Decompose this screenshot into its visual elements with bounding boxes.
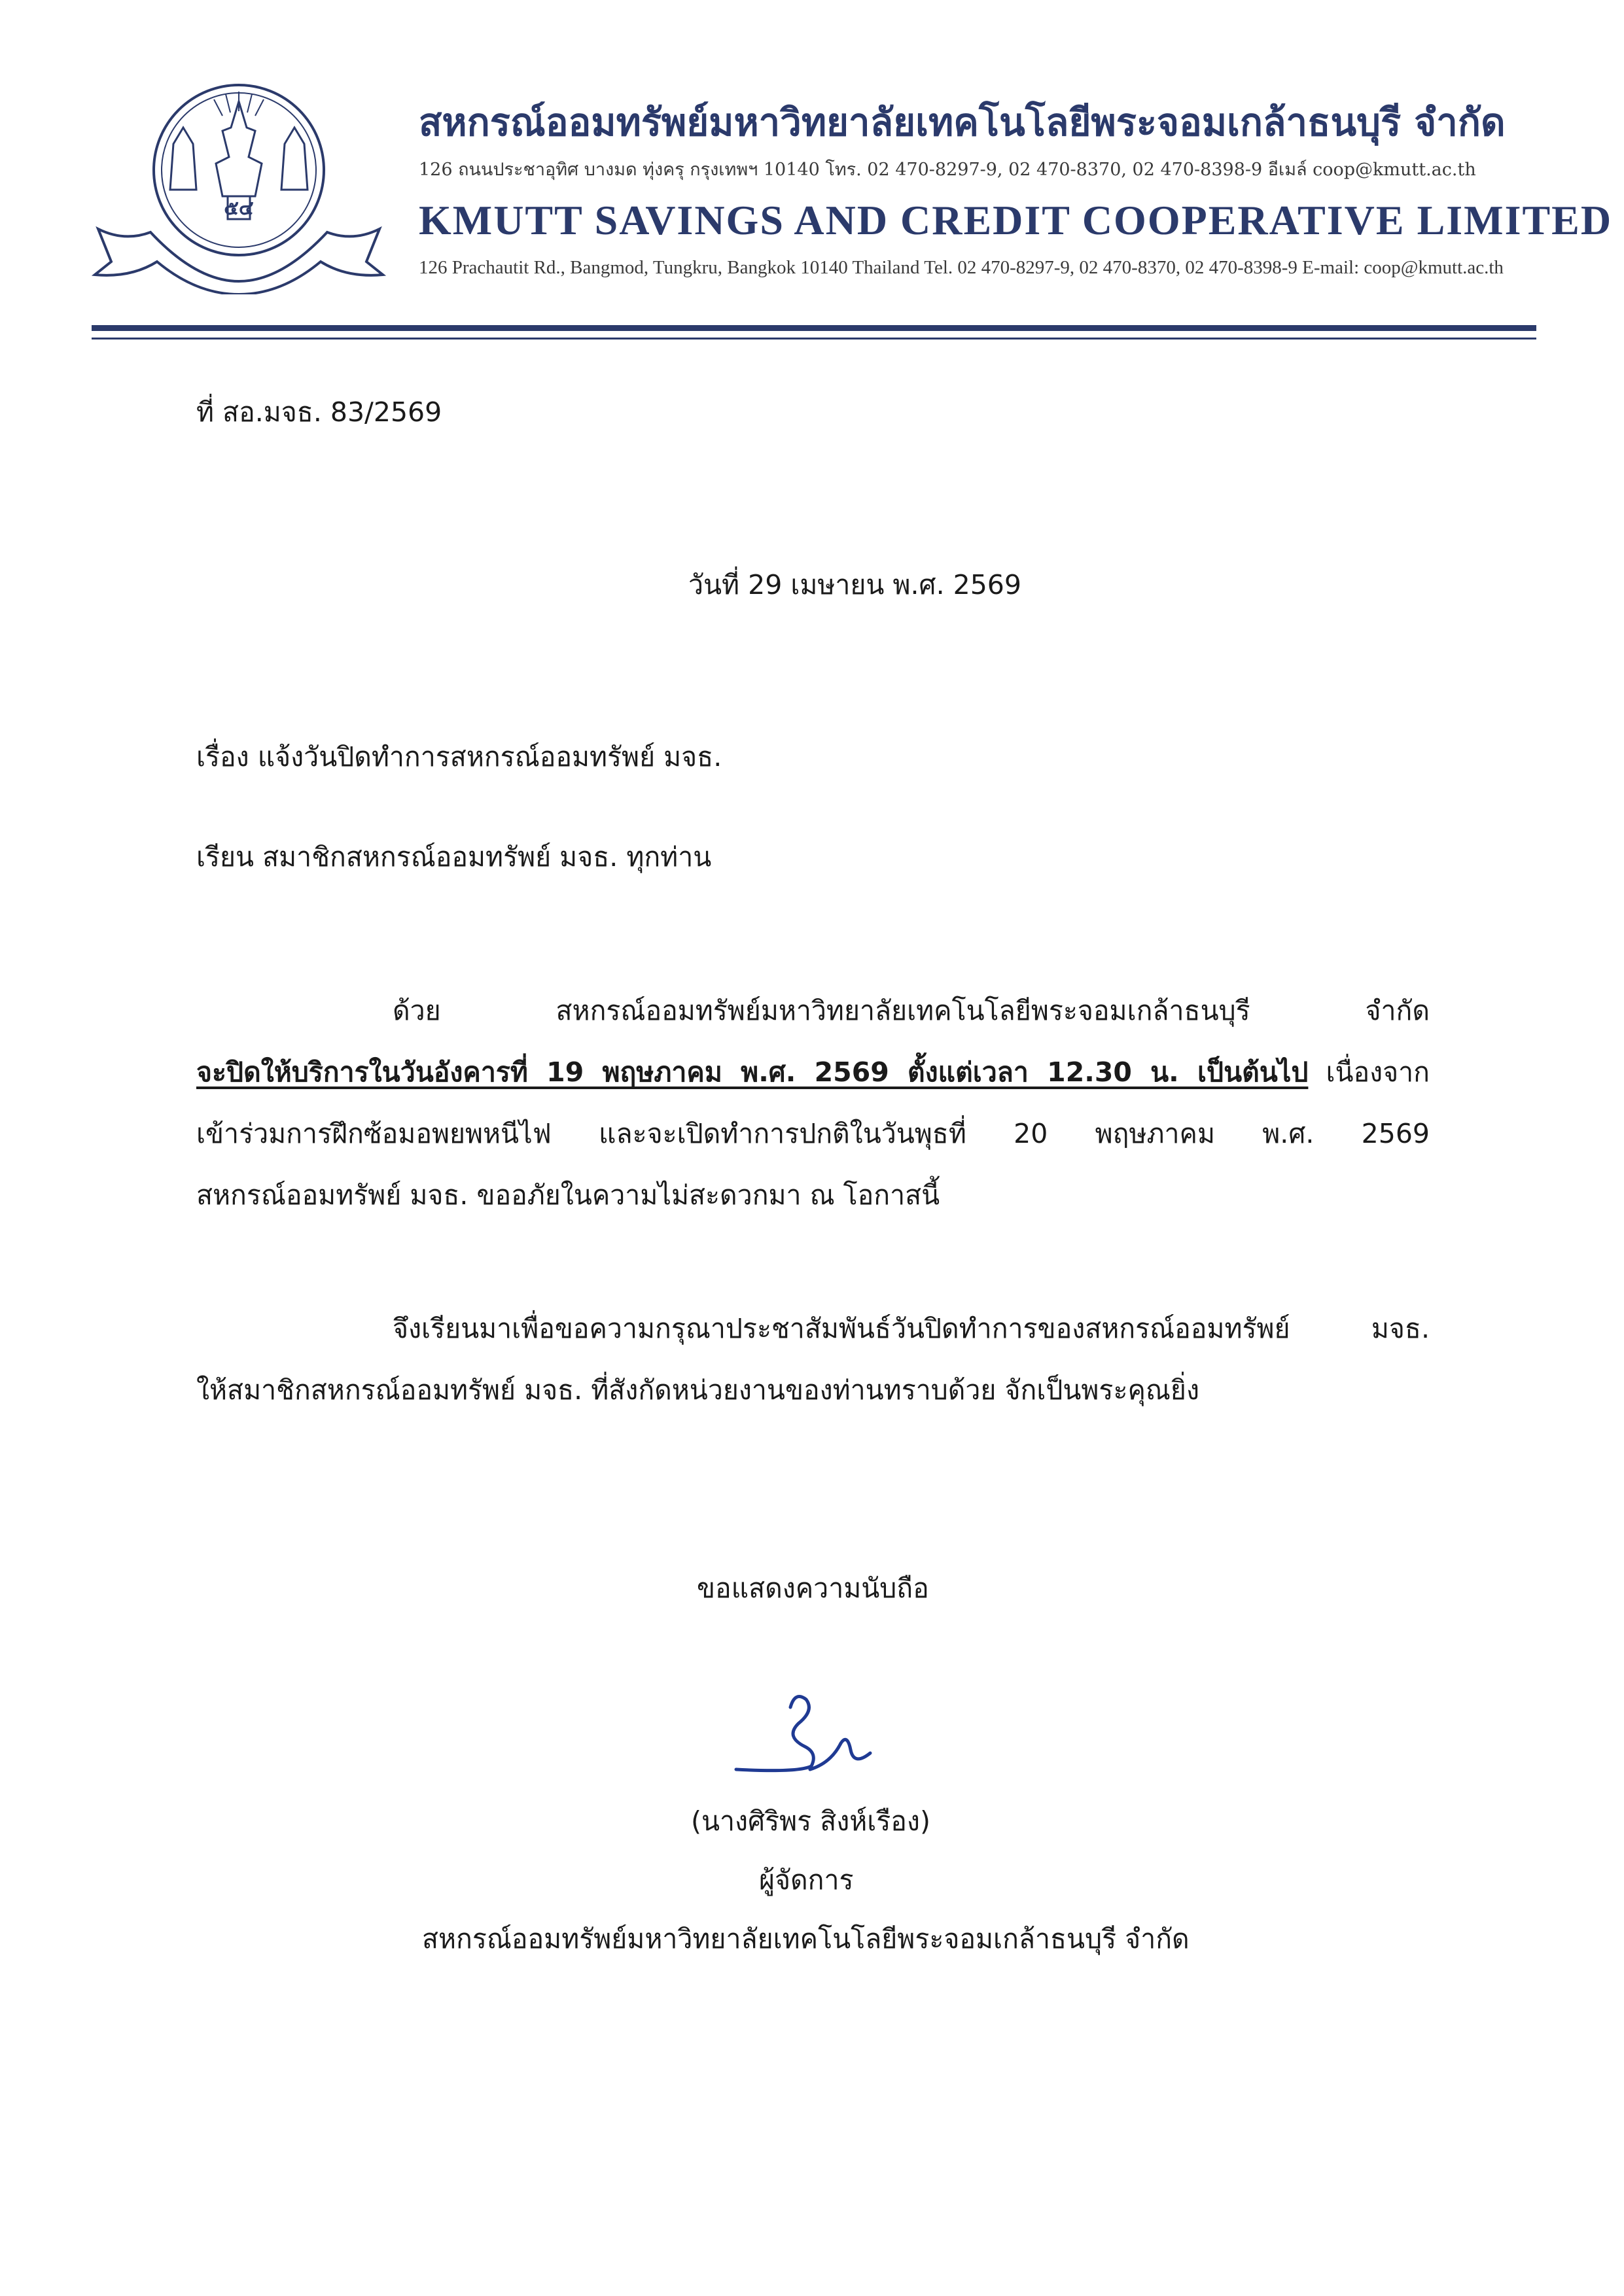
cooperative-seal-logo (85, 65, 393, 294)
paragraph-1-line-3: เข้าร่วมการฝึกซ้อมอพยพหนีไฟ และจะเปิดทำการปกติในวันพุธที่ 20 พฤษภาคม พ.ศ. 2569 (196, 1118, 1430, 1149)
paragraph-1-line-1: ด้วย สหกรณ์ออมทรัพย์มหาวิทยาลัยเทคโนโลยีพระจอมเกล้าธนบุรี จำกัด (393, 995, 1430, 1026)
address-english: 126 Prachautit Rd., Bangmod, Tungkru, Bangkok 10140 Thailand Tel. 02 470-8297-9, 02 470-8370, 02 470-8398-9 E-mail: coop@kmutt.ac.th (419, 257, 1504, 278)
letterhead (0, 0, 1624, 353)
body-paragraph-2 (196, 1298, 1430, 1421)
handwritten-signature (733, 1688, 883, 1779)
org-name-english: KMUTT SAVINGS AND CREDIT COOPERATIVE LIMITED (419, 197, 1613, 243)
letter-recipient: เรียน สมาชิกสหกรณ์ออมทรัพย์ มจธ. ทุกท่าน (196, 841, 712, 873)
paragraph-2-line-2: ให้สมาชิกสหกรณ์ออมทรัพย์ มจธ. ที่สังกัดหน่วยงานของท่านทราบด้วย จักเป็นพระคุณยิ่ง (196, 1374, 1199, 1406)
header-divider-thin (92, 338, 1536, 339)
paragraph-1-line-2-rest: เนื่องจาก (1308, 1056, 1430, 1088)
signer-name: (นางศิริพร สิงห์เรือง) (691, 1805, 930, 1837)
letter-subject: เรื่อง แจ้งวันปิดทำการสหกรณ์ออมทรัพย์ มจธ. (196, 741, 722, 773)
paragraph-2-line-1: จึงเรียนมาเพื่อขอความกรุณาประชาสัมพันธ์วันปิดทำการของสหกรณ์ออมทรัพย์ มจธ. (393, 1313, 1430, 1344)
closure-notice-emphasis: จะปิดให้บริการในวันอังคารที่ 19 พฤษภาคม พ.ศ. 2569 ตั้งแต่เวลา 12.30 น. เป็นต้นไป (196, 1056, 1309, 1088)
closing-salutation: ขอแสดงความนับถือ (697, 1573, 929, 1604)
header-divider-thick (92, 325, 1536, 331)
svg-text:๕๔: ๕๔ (224, 197, 254, 220)
letter-date: วันที่ 29 เมษายน พ.ศ. 2569 (688, 569, 1021, 600)
signer-position: ผู้จัดการ (759, 1864, 854, 1896)
org-name-thai: สหกรณ์ออมทรัพย์มหาวิทยาลัยเทคโนโลยีพระจอมเกล้าธนบุรี จำกัด (419, 100, 1506, 145)
address-thai: 126 ถนนประชาอุทิศ บางมด ทุ่งครุ กรุงเทพฯ 10140 โทร. 02 470-8297-9, 02 470-8370, 02 470-8398-9 อีเมล์ coop@kmutt.ac.th (419, 160, 1476, 180)
body-paragraph-1 (196, 980, 1430, 1226)
signer-organization: สหกรณ์ออมทรัพย์มหาวิทยาลัยเทคโนโลยีพระจอมเกล้าธนบุรี จำกัด (422, 1923, 1190, 1955)
paragraph-1-line-4: สหกรณ์ออมทรัพย์ มจธ. ขออภัยในความไม่สะดวกมา ณ โอกาสนี้ (196, 1179, 940, 1211)
paragraph-1-line-2 (196, 1041, 1430, 1103)
reference-number: ที่ สอ.มจธ. 83/2569 (196, 396, 442, 428)
